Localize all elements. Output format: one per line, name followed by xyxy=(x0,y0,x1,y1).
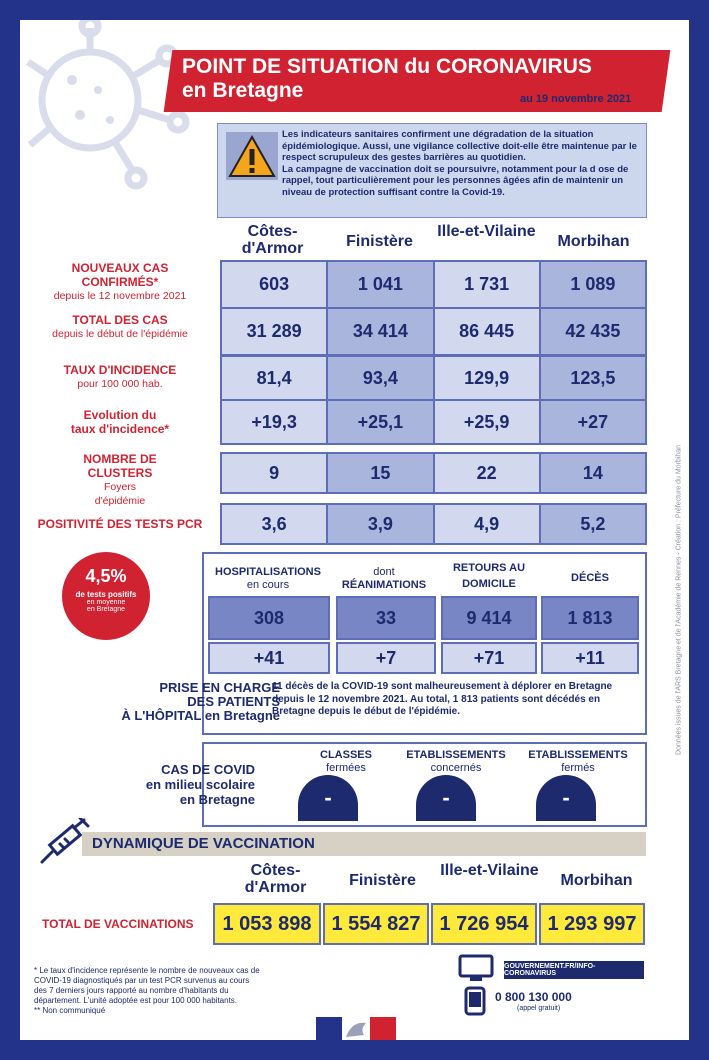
hospital-header-reanimations: dont RÉANIMATIONS xyxy=(341,566,427,591)
website-link[interactable]: GOUVERNEMENT.FR/INFO-CORONAVIRUS xyxy=(504,961,644,979)
alert-box xyxy=(217,123,647,218)
reanimation-value: 33 xyxy=(336,596,436,640)
table-cell: 34 414 xyxy=(328,309,432,354)
hospital-header-hospitalisations: HOSPITALISATIONS en cours xyxy=(215,566,321,591)
table-cell: 14 xyxy=(541,454,645,492)
reanimation-change: +7 xyxy=(336,642,436,674)
hospital-header-retours: RETOURS AU DOMICILE xyxy=(452,562,526,590)
vacc-dept-header-morbihan: Morbihan xyxy=(560,872,633,889)
alert-text-1: Les indicateurs sanitaires confirment une dégradation de la situation épidémiologique. Aussi, une vigilance collective doit-elle être maintenue par le respect scrupuleux des gestes barrières au quotidien. xyxy=(282,129,637,163)
credit-text: Données issues de l'ARS Bretagne et de l'Académie de Rennes - Création : Préfecture du Morbihan xyxy=(675,444,683,756)
page-subtitle: en Bretagne xyxy=(182,79,304,102)
row-label-positivity: POSITIVITÉ DES TESTS PCR xyxy=(37,517,203,531)
school-header-etab-concernes: ETABLISSEMENTS concernés xyxy=(406,749,506,774)
page-title: POINT DE SITUATION du CORONAVIRUS xyxy=(182,55,592,78)
hospital-header-deces: DÉCÈS xyxy=(571,572,609,584)
table-cell: 129,9 xyxy=(435,357,539,399)
positivity-table xyxy=(220,503,647,545)
computer-icon xyxy=(458,954,494,982)
deces-value: 1 813 xyxy=(541,596,639,640)
dept-header-morbihan: Morbihan xyxy=(557,233,630,250)
hospital-note: 11 décès de la COVID-19 sont malheureusement à déplorer en Bretagne depuis le 12 novembre 2021. Au total, 1 813 patients sont décédés en Bretagne depuis le début de l'épidémie. xyxy=(272,681,613,717)
dept-header-ille-et-vilaine: Ille-et-Vilaine xyxy=(437,223,536,240)
table-cell: 5,2 xyxy=(541,505,645,543)
hospital-value: 308 xyxy=(208,596,330,640)
table-cell: 1 089 xyxy=(541,262,645,307)
school-title: CAS DE COVID en milieu scolaire en Bretagne xyxy=(145,762,255,807)
table-cell: 9 xyxy=(222,454,326,492)
school-value-etab-concernes: - xyxy=(416,775,476,821)
vaccination-value: 1 554 827 xyxy=(323,903,429,945)
school-header-etab-fermes: ETABLISSEMENTS fermés xyxy=(528,749,628,774)
table-cell: +27 xyxy=(541,401,645,443)
school-value-etab-fermes: - xyxy=(536,775,596,821)
vaccination-value: 1 293 997 xyxy=(539,903,645,945)
table-cell: +25,1 xyxy=(328,401,432,443)
infographic-sheet xyxy=(20,20,689,1040)
row-label-new-cases: NOUVEAUX CAS CONFIRMÉS* depuis le 12 novembre 2021 xyxy=(53,261,187,302)
vaccination-row-label: TOTAL DE VACCINATIONS xyxy=(42,917,194,931)
table-cell: 81,4 xyxy=(222,357,326,399)
footnote: * Le taux d'incidence représente le nombre de nouveaux cas de COVID-19 diagnostiqués par un test PCR survenus au cours des 7 derniers jours rapporté au nombre d'habitants du département. L'unité adoptée est pour 100 000 habitants. ** Non communiqué xyxy=(34,966,260,1015)
phone-icon xyxy=(464,986,486,1016)
warning-icon xyxy=(226,132,278,180)
table-cell: 123,5 xyxy=(541,357,645,399)
table-cell: 1 041 xyxy=(328,262,432,307)
table-cell: +19,3 xyxy=(222,401,326,443)
table-cell: 603 xyxy=(222,262,326,307)
vaccination-title: DYNAMIQUE DE VACCINATION xyxy=(92,835,315,852)
vaccination-value: 1 726 954 xyxy=(431,903,537,945)
table-cell: 3,6 xyxy=(222,505,326,543)
school-header-classes: CLASSES fermées xyxy=(320,749,372,774)
table-cell: 1 731 xyxy=(435,262,539,307)
row-label-incidence: TAUX D'INCIDENCE pour 100 000 hab. xyxy=(63,363,177,390)
table-cell: 15 xyxy=(328,454,432,492)
row-label-clusters: NOMBRE DE CLUSTERS Foyers d'épidémie xyxy=(83,452,157,507)
deces-change: +11 xyxy=(541,642,639,674)
table-cell: 4,9 xyxy=(435,505,539,543)
hospital-change: +41 xyxy=(208,642,330,674)
vaccination-value: 1 053 898 xyxy=(213,903,321,945)
row-label-evolution: Evolution du taux d'incidence* xyxy=(70,408,170,436)
table-cell: 31 289 xyxy=(222,309,326,354)
clusters-table xyxy=(220,452,647,494)
hospital-title: PRISE EN CHARGE DES PATIENTS À L'HÔPITAL en Bretagne xyxy=(121,680,280,723)
dept-header-finistere: Finistère xyxy=(346,233,413,250)
incidence-table xyxy=(220,355,647,445)
report-date: au 19 novembre 2021 xyxy=(520,93,632,105)
dept-header-cotes-darmor: Côtes-d'Armor xyxy=(241,223,304,257)
table-cell: +25,9 xyxy=(435,401,539,443)
table-cell: 86 445 xyxy=(435,309,539,354)
vacc-dept-header-cotes-darmor: Côtes-d'Armor xyxy=(244,862,307,896)
retours-value: 9 414 xyxy=(441,596,537,640)
cases-table xyxy=(220,260,647,356)
table-cell: 42 435 xyxy=(541,309,645,354)
vacc-dept-header-ille-et-vilaine: Ille-et-Vilaine xyxy=(440,862,539,879)
phone-note: (appel gratuit) xyxy=(517,1005,561,1012)
row-label-total-cases: TOTAL DES CAS depuis le début de l'épidémie xyxy=(52,313,188,340)
phone-number: 0 800 130 000 xyxy=(495,990,572,1004)
alert-text-2: La campagne de vaccination doit se poursuivre, notamment pour la d ose de rappel, tout particulièrement pour les personnes âgées afin de maintenir un niveau de protection suffisant contre la Covid-19. xyxy=(282,163,629,198)
marianne-logo-icon xyxy=(316,1017,396,1040)
positivity-badge: 4,5% de tests positifs en moyenne en Bretagne xyxy=(62,552,150,640)
school-value-classes: - xyxy=(298,775,358,821)
vacc-dept-header-finistere: Finistère xyxy=(349,872,416,889)
table-cell: 3,9 xyxy=(328,505,432,543)
table-cell: 22 xyxy=(435,454,539,492)
table-cell: 93,4 xyxy=(328,357,432,399)
retours-change: +71 xyxy=(441,642,537,674)
